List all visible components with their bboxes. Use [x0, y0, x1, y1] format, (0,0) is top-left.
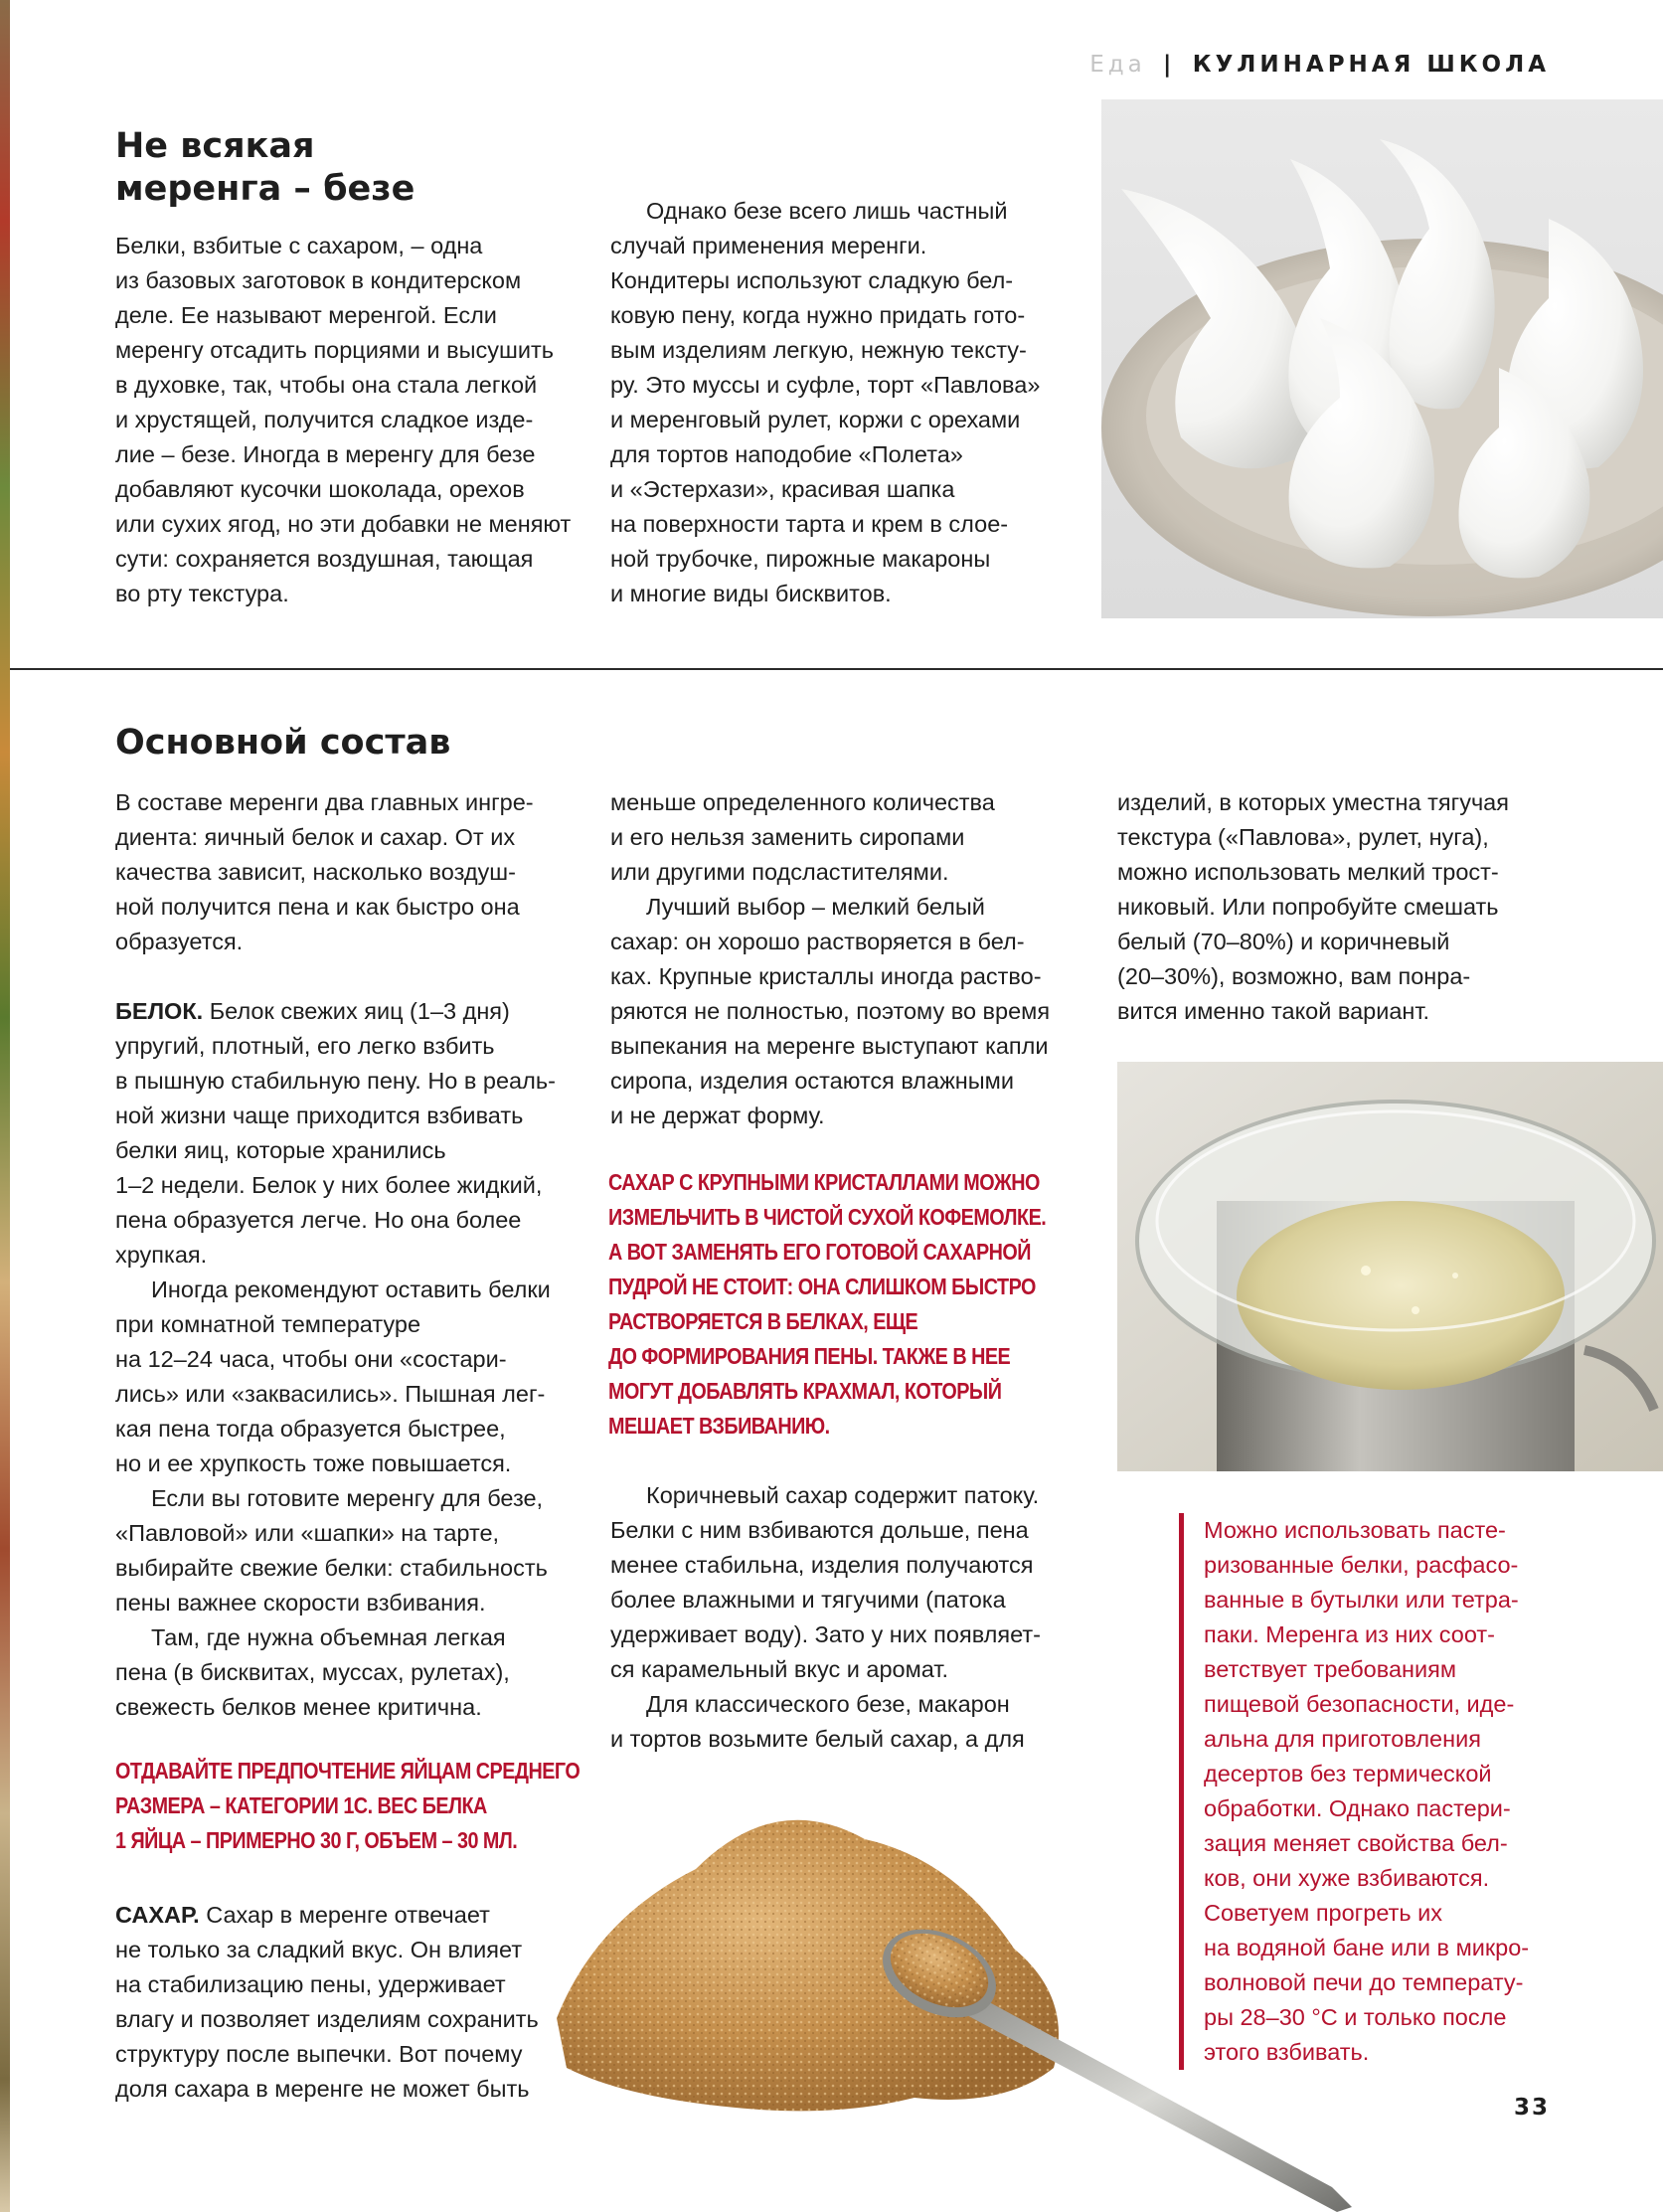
section-label: Еда — [1089, 52, 1146, 78]
page-header — [1089, 52, 1550, 78]
text-line: во рту текстура. — [115, 581, 289, 606]
text-line: образуется. — [115, 929, 244, 954]
intro-title-line: меренга – безе — [115, 169, 416, 209]
text-line: паки. Меренга из них соот- — [1204, 1621, 1495, 1647]
text-line: «Павловой» или «шапки» на тарте, — [115, 1520, 500, 1546]
intro-title — [115, 125, 415, 211]
text-run: Сахар в меренге отвечает — [199, 1902, 490, 1928]
text-line: более влажными и тягучими (патока — [610, 1587, 1006, 1613]
text-line: В составе меренги два главных ингре- — [115, 789, 534, 815]
text-line: 1–2 недели. Белок у них более жидкий, — [115, 1172, 543, 1198]
text-line: упругий, плотный, его легко взбить — [115, 1033, 495, 1059]
text-line: белый (70–80%) и коричневый — [1117, 929, 1450, 954]
text-line: ру. Это муссы и суфле, торт «Павлова» — [610, 372, 1041, 398]
note-text — [1204, 1513, 1621, 2070]
text-line: ДО ФОРМИРОВАНИЯ ПЕНЫ. ТАКЖЕ В НЕЕ — [608, 1343, 1011, 1369]
text-line: или сухих ягод, но эти добавки не меняют — [115, 511, 572, 537]
text-line: никовый. Или попробуйте смешать — [1117, 894, 1499, 920]
text-line: ной трубочке, пирожные макароны — [610, 546, 991, 572]
text-line: этого взбивать. — [1204, 2039, 1370, 2065]
intro-column-2 — [610, 194, 1040, 611]
text-line: ков, они хуже взбиваются. — [1204, 1865, 1490, 1891]
text-line: Для классического безе, макарон — [646, 1691, 1010, 1717]
text-line: но и ее хрупкость тоже повышается. — [115, 1450, 512, 1476]
text-line: Советуем прогреть их — [1204, 1900, 1443, 1926]
text-line: текстура («Павлова», рулет, нуга), — [1117, 824, 1489, 850]
text-line: РАСТВОРЯЕТСЯ В БЕЛКАХ, ЕЩЕ — [608, 1308, 918, 1334]
text-line: структуру после выпечки. Вот почему — [115, 2041, 523, 2067]
text-line: пена (в бисквитах, муссах, рулетах), — [115, 1659, 510, 1685]
text-line: хрупкая. — [115, 1242, 208, 1268]
text-line: ной жизни чаще приходится взбивать — [115, 1103, 524, 1128]
egg-whites-bowl-photo — [1117, 1062, 1663, 1471]
text-line: на поверхности тарта и крем в слое- — [610, 511, 1009, 537]
text-line: пищевой безопасности, иде- — [1204, 1691, 1515, 1717]
text-line: обработки. Однако пастери- — [1204, 1795, 1511, 1821]
text-line: менее стабильна, изделия получаются — [610, 1552, 1034, 1578]
text-line: вится именно такой вариант. — [1117, 998, 1430, 1024]
text-line: выпекания на меренге выступают капли — [610, 1033, 1049, 1059]
text-line: сути: сохраняется воздушная, тающая — [115, 546, 534, 572]
protein-section — [115, 994, 556, 1725]
text-line: пены важнее скорости взбивания. — [115, 1590, 486, 1616]
text-line: МОГУТ ДОБАВЛЯТЬ КРАХМАЛ, КОТОРЫЙ — [608, 1378, 1002, 1404]
text-line — [115, 1898, 539, 1933]
text-line — [115, 994, 556, 1029]
intro-title-line: Не всякая — [115, 126, 315, 166]
text-line: сиропа, изделия остаются влажными — [610, 1068, 1014, 1094]
text-line: (20–30%), возможно, вам понра- — [1117, 963, 1471, 989]
text-line: зация меняет свойства бел- — [1204, 1830, 1508, 1856]
eggs-callout — [115, 1754, 580, 1858]
text-line: альна для приготовления — [1204, 1726, 1481, 1752]
text-line: и его нельзя заменить сиропами — [610, 824, 965, 850]
text-line: САХАР С КРУПНЫМИ КРИСТАЛЛАМИ МОЖНО — [608, 1169, 1040, 1195]
text-line: на водяной бане или в микро- — [1204, 1935, 1530, 1960]
text-line: деле. Ее называют меренгой. Если — [115, 302, 497, 328]
text-line: ной получится пена и как быстро она — [115, 894, 520, 920]
text-line: добавляют кусочки шоколада, орехов — [115, 476, 525, 502]
main-title: Основной состав — [115, 723, 451, 763]
sugar-section — [115, 1898, 539, 2107]
text-line: кая пена тогда образуется быстрее, — [115, 1416, 506, 1442]
text-line: и тортов возьмите белый сахар, а для — [610, 1726, 1025, 1752]
header-separator: | — [1163, 52, 1176, 78]
text-line: не только за сладкий вкус. Он влияет — [115, 1937, 523, 1962]
main-column-2-top — [610, 785, 1050, 1133]
text-line: волновой печи до температу- — [1204, 1969, 1524, 1995]
intro-column-1 — [115, 229, 571, 611]
text-line: меньше определенного количества — [610, 789, 995, 815]
text-line: и «Эстерхази», красивая шапка — [610, 476, 955, 502]
text-line: пена образуется легче. Но она более — [115, 1207, 522, 1233]
text-line: ветствует требованиям — [1204, 1656, 1457, 1682]
text-line: ИЗМЕЛЬЧИТЬ В ЧИСТОЙ СУХОЙ КОФЕМОЛКЕ. — [608, 1204, 1047, 1230]
text-line: Белки, взбитые с сахаром, – одна — [115, 233, 483, 258]
main-column-2-bottom — [610, 1478, 1041, 1757]
text-line: изделий, в которых уместна тягучая — [1117, 789, 1509, 815]
text-line: на 12–24 часа, чтобы они «состари- — [115, 1346, 507, 1372]
text-line: и меренговый рулет, коржи с орехами — [610, 407, 1021, 432]
text-line: для тортов наподобие «Полета» — [610, 441, 963, 467]
left-edge-photo-strip — [0, 0, 10, 2212]
text-line: ковую пену, когда нужно придать гото- — [610, 302, 1026, 328]
text-line: Если вы готовите меренгу для безе, — [151, 1485, 544, 1511]
rubric-label: КУЛИНАРНАЯ ШКОЛА — [1192, 52, 1550, 78]
text-line: и многие виды бисквитов. — [610, 581, 892, 606]
text-line: 1 ЯЙЦА – ПРИМЕРНО 30 Г, ОБЪЕМ – 30 МЛ. — [115, 1827, 518, 1853]
text-line: выбирайте свежие белки: стабильность — [115, 1555, 548, 1581]
text-line: сахар: он хорошо растворяется в бел- — [610, 929, 1025, 954]
page-number: 33 — [1513, 2095, 1550, 2121]
text-line: ПУДРОЙ НЕ СТОИТ: ОНА СЛИШКОМ БЫСТРО — [608, 1274, 1036, 1299]
text-line: лись» или «заквасились». Пышная лег- — [115, 1381, 546, 1407]
text-line: Однако безе всего лишь частный — [646, 198, 1008, 224]
text-line: вым изделиям легкую, нежную тексту- — [610, 337, 1027, 363]
text-line: качества зависит, насколько воздуш- — [115, 859, 516, 885]
text-line: и не держат форму. — [610, 1103, 825, 1128]
text-line: Лучший выбор – мелкий белый — [646, 894, 985, 920]
text-line: РАЗМЕРА – КАТЕГОРИИ 1С. ВЕС БЕЛКА — [115, 1792, 487, 1818]
text-line: Иногда рекомендуют оставить белки — [151, 1276, 551, 1302]
text-line: доля сахара в меренге не может быть — [115, 2076, 530, 2102]
text-line: можно использовать мелкий трост- — [1117, 859, 1499, 885]
main-column-1-intro — [115, 785, 534, 959]
text-line: десертов без термической — [1204, 1761, 1492, 1787]
text-line: Кондитеры используют сладкую бел- — [610, 267, 1014, 293]
protein-heading: БЕЛОК. — [115, 998, 204, 1024]
text-line: удерживает воду). Зато у них появляет- — [610, 1621, 1041, 1647]
text-line: МЕШАЕТ ВЗБИВАНИЮ. — [608, 1413, 830, 1439]
text-line: в пышную стабильную пену. Но в реаль- — [115, 1068, 556, 1094]
text-line: из базовых заготовок в кондитерском — [115, 267, 522, 293]
text-line: А ВОТ ЗАМЕНЯТЬ ЕГО ГОТОВОЙ САХАРНОЙ — [608, 1239, 1031, 1265]
text-line: Там, где нужна объемная легкая — [151, 1624, 506, 1650]
text-line: ках. Крупные кристаллы иногда раство- — [610, 963, 1042, 989]
main-column-3 — [1117, 785, 1509, 1029]
text-line: Коричневый сахар содержит патоку. — [646, 1482, 1040, 1508]
text-line: Можно использовать пасте- — [1204, 1517, 1506, 1543]
text-line: диента: яичный белок и сахар. От их — [115, 824, 516, 850]
text-line: лие – безе. Иногда в меренгу для безе — [115, 441, 536, 467]
text-line: влагу и позволяет изделиям сохранить — [115, 2006, 539, 2032]
text-line: свежесть белков менее критична. — [115, 1694, 482, 1720]
text-line: и хрустящей, получится сладкое изде- — [115, 407, 534, 432]
section-divider — [10, 668, 1663, 670]
text-line: случай применения меренги. — [610, 233, 927, 258]
text-line: ризованные белки, расфасо- — [1204, 1552, 1519, 1578]
text-line: ванные в бутылки или тетра- — [1204, 1587, 1519, 1613]
text-line: ряются не полностью, поэтому во время — [610, 998, 1051, 1024]
meringue-photo — [1101, 99, 1663, 618]
pasteurized-note — [1179, 1513, 1621, 2070]
text-line: или другими подсластителями. — [610, 859, 949, 885]
text-line: ры 28–30 °С и только после — [1204, 2004, 1507, 2030]
text-line: ОТДАВАЙТЕ ПРЕДПОЧТЕНИЕ ЯЙЦАМ СРЕДНЕГО — [115, 1758, 581, 1784]
text-line: меренгу отсадить порциями и высушить — [115, 337, 554, 363]
text-line: ся карамельный вкус и аромат. — [610, 1656, 948, 1682]
text-line: при комнатной температуре — [115, 1311, 421, 1337]
text-line: Белки с ним взбиваются дольше, пена — [610, 1517, 1029, 1543]
text-line: в духовке, так, чтобы она стала легкой — [115, 372, 538, 398]
sugar-heading: САХАР. — [115, 1902, 200, 1928]
text-run: Белок свежих яиц (1–3 дня) — [203, 998, 510, 1024]
text-line: на стабилизацию пены, удерживает — [115, 1971, 506, 1997]
text-line: белки яиц, которые хранились — [115, 1137, 446, 1163]
sugar-callout — [608, 1165, 1046, 1444]
